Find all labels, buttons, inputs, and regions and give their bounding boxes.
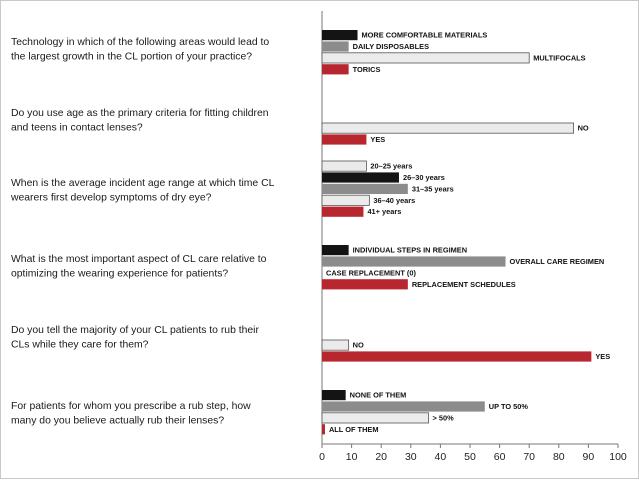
bar [322,53,529,63]
x-tick-label: 90 [582,451,595,463]
bar-label: YES [370,135,386,144]
question-text-line: the largest growth in the CL portion of your practice? [11,51,253,63]
bar-label: ALL OF THEM [328,424,379,434]
x-tick-label: 100 [609,451,627,463]
bar-label: TORICS [352,64,381,74]
bar [322,195,369,205]
bar-label: MORE COMFORTABLE MATERIALS [361,30,488,40]
bar-label: DAILY DISPOSABLES [352,42,430,51]
question-text-line: wearers first develop symptoms of dry eye? [11,192,212,204]
x-tick-label: 60 [493,451,506,463]
x-tick-label: 20 [375,451,388,463]
bar-label: 20–25 years [370,161,413,171]
bar-label: INDIVIDUAL STEPS IN REGIMEN [352,245,468,255]
bar-label: YES [595,352,611,361]
question-text-line: When is the average incident age range at which time CL [11,178,275,189]
bar [322,64,349,74]
bar [322,30,358,40]
question-text-line: many do you believe actually rub their lenses? [11,415,225,427]
bar-label: NONE OF THEM [349,390,407,400]
bar-label: UP TO 50% [488,402,528,411]
bar-label: CASE REPLACEMENT (0) [326,268,416,278]
question-text-line: and teens in contact lenses? [11,122,143,134]
bar-label: OVERALL CARE REGIMEN [509,257,605,266]
bar [322,279,408,289]
x-tick-label: 40 [434,451,447,463]
question-text-line: Do you tell the majority of your CL patients to rub their [11,325,259,336]
question-text-line: optimizing the wearing experience for patients? [11,268,229,280]
bar-label: REPLACEMENT SCHEDULES [411,279,516,289]
x-tick-label: 80 [552,451,565,463]
bar [322,123,574,133]
bar-label: > 50% [432,413,454,423]
bar [322,172,399,182]
x-tick-label: 70 [523,451,536,463]
bar-label: 41+ years [367,207,402,217]
bar-label: NO [577,123,589,133]
question-text-line: For patients for whom you prescribe a rub step, how [11,401,251,412]
bar [322,390,346,400]
bar [322,424,325,434]
bar [322,351,591,361]
bar-label: 31–35 years [411,184,454,194]
question-text-line: What is the most important aspect of CL care relative to [11,254,267,265]
question-text-line: Do you use age as the primary criteria for fitting children [11,108,269,119]
x-tick-label: 50 [464,451,476,463]
question-text-line: Technology in which of the following areas would lead to [11,37,270,48]
bar-label: NO [352,340,364,350]
x-tick-label: 0 [319,451,325,463]
x-tick-label: 30 [404,451,417,463]
x-tick-label: 10 [345,451,358,463]
bar [322,207,363,217]
bar-label: MULTIFOCALS [533,53,586,63]
bar-label: 36–40 years [373,195,416,205]
bar [322,134,366,144]
bar [322,161,366,171]
bar [322,256,506,266]
bar [322,41,349,51]
bar [322,413,429,423]
bar [322,340,349,350]
bar [322,184,408,194]
bar [322,245,349,255]
bar-label: 26–30 years [402,173,445,182]
bar [322,401,485,411]
question-text-line: CLs while they care for them? [11,339,149,351]
survey-bar-chart [1,1,638,478]
